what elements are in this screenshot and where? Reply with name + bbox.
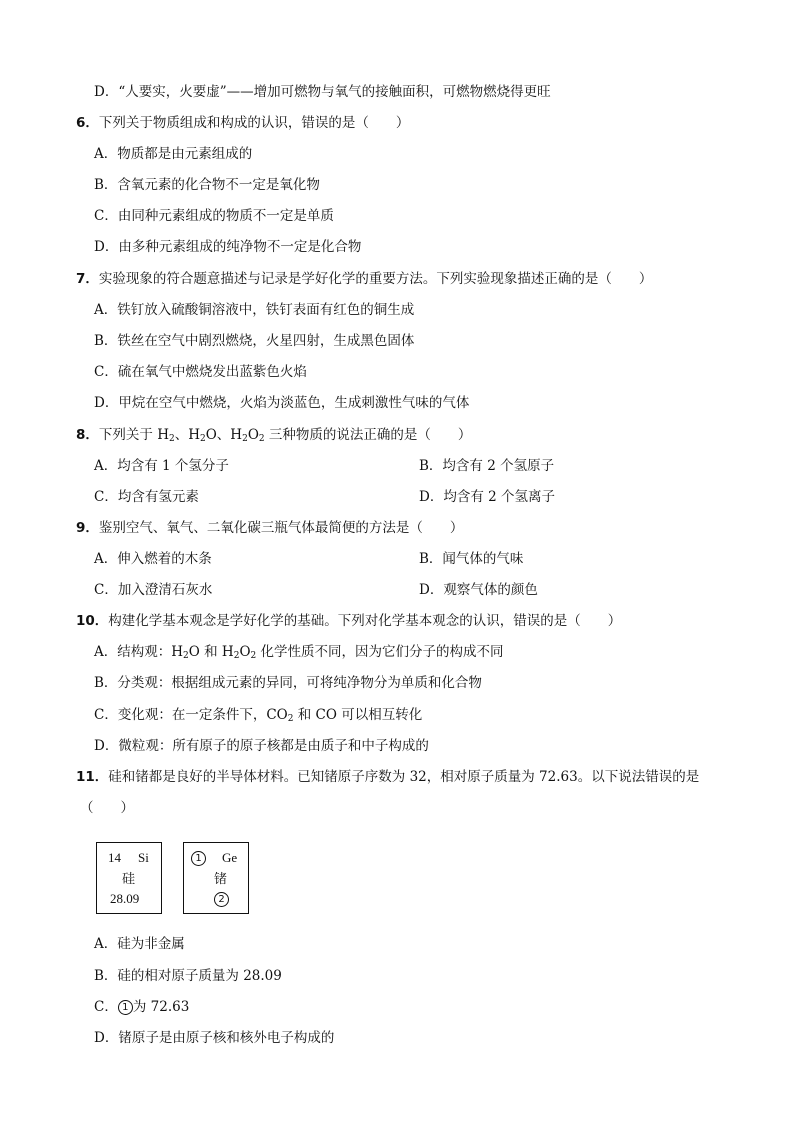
question-number: 9． (76, 520, 99, 536)
question-stem-part: O (247, 427, 259, 443)
element-name: 锗 (214, 872, 228, 887)
option-text-part: 化学性质不同，因为它们分子的构成不同 (256, 644, 504, 660)
subscript: 2 (242, 434, 248, 444)
question-number: 6． (76, 115, 99, 131)
subscript: 2 (200, 434, 206, 444)
q7-option-d: D．甲烷在空气中燃烧，火焰为淡蓝色，生成刺激性气味的气体 (94, 395, 470, 411)
q10-option-b: B．分类观：根据组成元素的异同，可将纯净物分为单质和化合物 (94, 675, 482, 691)
question-8 (76, 425, 471, 445)
option-text-part: 和 CO 可以相互转化 (293, 707, 423, 723)
subscript: 2 (250, 651, 257, 661)
option-text-part: C． (94, 999, 118, 1015)
q7-option-a: A．铁钉放入硫酸铜溶液中，铁钉表面有红色的铜生成 (94, 302, 415, 318)
q9-option-d: D．观察气体的颜色 (419, 582, 538, 598)
question-stem-part: O、H (205, 427, 243, 443)
q6-option-a: A．物质都是由元素组成的 (94, 146, 253, 162)
q10-option-c (94, 705, 422, 725)
blank-marker-1: 1 (191, 850, 206, 866)
blank-marker-1: 1 (118, 1000, 133, 1015)
question-stem: 鉴别空气、氧气、二氧化碳三瓶气体最简便的方法是（ ） (98, 520, 464, 536)
question-number: 7． (76, 271, 99, 287)
question-stem-part: 、H (174, 427, 200, 443)
q11-option-b: B．硅的相对原子质量为 28.09 (94, 968, 282, 984)
element-symbol: Si (138, 850, 149, 865)
question-6 (76, 113, 409, 133)
q11-option-a: A．硅为非金属 (94, 936, 185, 952)
q6-option-b: B．含氧元素的化合物不一定是氧化物 (94, 177, 320, 193)
element-cell-germanium (183, 842, 249, 914)
atomic-number: 14 (108, 850, 121, 865)
q9-option-c: C．加入澄清石灰水 (94, 582, 213, 598)
q9-option-a: A．伸入燃着的木条 (94, 551, 212, 567)
subscript: 2 (287, 714, 294, 724)
option-text-part: O (239, 644, 251, 660)
element-symbol: Ge (222, 850, 238, 865)
question-11 (76, 767, 699, 787)
question-stem-part: 下列关于 H (98, 427, 169, 443)
question-stem: 下列关于物质组成和构成的认识，错误的是（ ） (98, 115, 410, 131)
question-10 (76, 611, 621, 631)
q11-option-d: D．锗原子是由原子核和核外电子构成的 (94, 1030, 335, 1046)
q6-option-d: D．由多种元素组成的纯净物不一定是化合物 (94, 239, 362, 255)
subscript: 2 (233, 651, 240, 661)
question-7 (76, 269, 652, 289)
question-stem-part: 三种物质的说法正确的是（ ） (264, 427, 472, 443)
q7-option-b: B．铁丝在空气中剧烈燃烧，火星四射，生成黑色固体 (94, 333, 415, 349)
question-number: 8． (76, 427, 99, 443)
option-text-part: C．变化观：在一定条件下，CO (94, 707, 288, 723)
q10-option-d: D．微粒观：所有原子的原子核都是由质子和中子构成的 (94, 738, 429, 754)
q8-option-b: B．均含有 2 个氢原子 (419, 458, 555, 474)
subscript: 2 (258, 434, 265, 444)
subscript: 2 (168, 434, 175, 444)
q8-option-d: D．均含有 2 个氢离子 (419, 489, 555, 505)
q11-option-c (94, 997, 189, 1017)
q8-option-c: C．均含有氢元素 (94, 489, 199, 505)
q9-option-b: B．闻气体的气味 (419, 551, 524, 567)
q10-option-a (94, 642, 504, 662)
q6-option-c: C．由同种元素组成的物质不一定是单质 (94, 208, 334, 224)
option-text-part: A．结构观：H (94, 644, 184, 660)
q8-option-a: A．均含有 1 个氢分子 (94, 458, 229, 474)
question-9 (76, 518, 463, 538)
question-stem: 硅和锗都是良好的半导体材料。已知锗原子序数为 32，相对原子质量为 72.63。以下说法错误的是 (108, 769, 700, 785)
element-name: 硅 (122, 872, 136, 887)
option-text-part: O 和 H (188, 644, 234, 660)
question-number: 11． (76, 769, 109, 785)
q5-option-d: D．“人要实，火要虚”——增加可燃物与氧气的接触面积，可燃物燃烧得更旺 (94, 84, 551, 100)
q7-option-c: C．硫在氧气中燃烧发出蓝紫色火焰 (94, 364, 307, 380)
subscript: 2 (183, 651, 189, 661)
atomic-mass: 28.09 (110, 891, 140, 906)
element-cell-silicon (96, 842, 162, 914)
question-stem: 实验现象的符合题意描述与记录是学好化学的重要方法。下列实验现象描述正确的是（ ） (98, 271, 653, 287)
question-stem: 构建化学基本观念是学好化学的基础。下列对化学基本观念的认识，错误的是（ ） (108, 613, 622, 629)
question-11-answer-bracket: （ ） (80, 800, 134, 816)
blank-marker-2: 2 (214, 891, 229, 907)
option-text-part: 为 72.63 (132, 999, 190, 1015)
question-number: 10． (76, 613, 109, 629)
